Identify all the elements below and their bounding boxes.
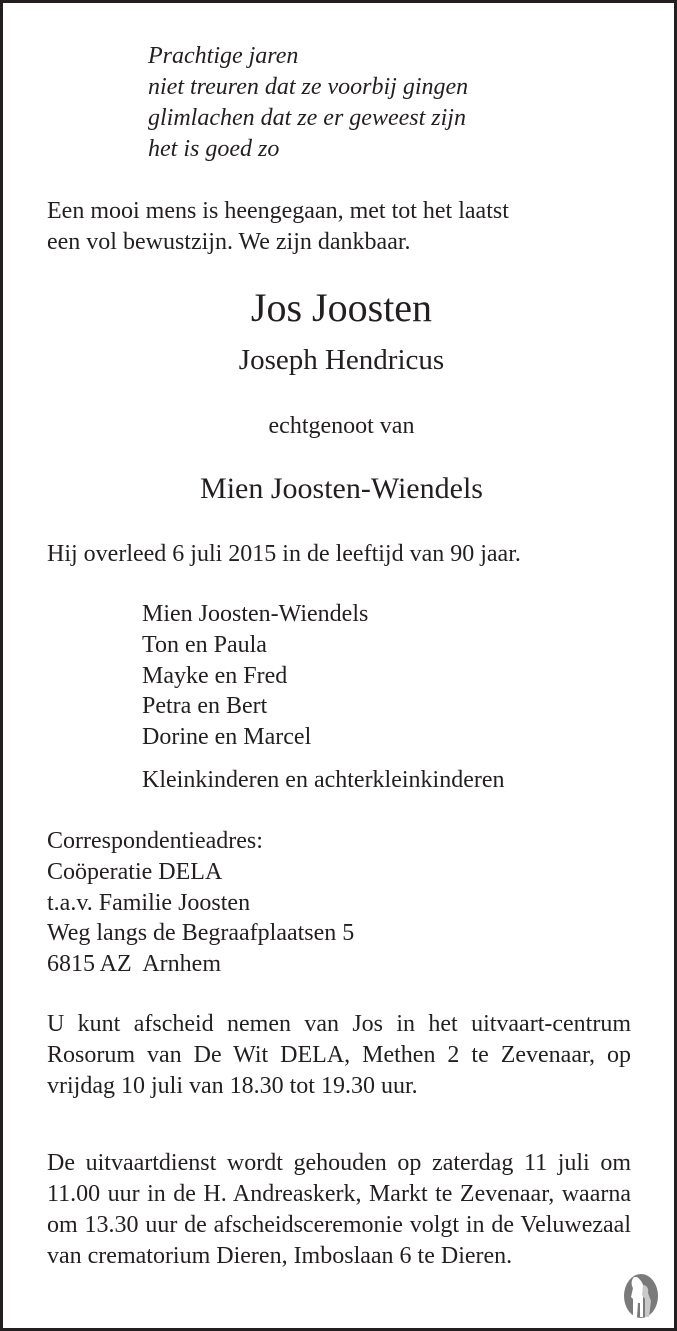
intro-line: een vol bewustzijn. We zijn dankbaar. [47, 229, 411, 255]
grandchildren-line: Kleinkinderen en achterkleinkinderen [142, 767, 505, 793]
poem-line: het is goed zo [148, 136, 280, 162]
spouse-name: Mien Joosten-Wiendels [200, 472, 483, 505]
deceased-name: Jos Joosten [250, 285, 433, 330]
family-member: Mayke en Fred [142, 663, 288, 689]
service-paragraph: De uitvaartdienst wordt gehouden op zaterdag 11 juli om 11.00 uur in de H. Andreaskerk, Markt te Zevenaar, waarna om 13.30 uur de afscheidsceremonie volgt in de Veluwezaal van crematorium Dieren, Imboslaan 6 te Dieren. [47, 1150, 631, 1269]
address-line: Weg langs de Begraafplaatsen 5 [47, 920, 355, 946]
poem-line: niet treuren dat ze voorbij gingen [148, 74, 469, 100]
death-notice: Hij overleed 6 juli 2015 in de leeftijd van 90 jaar. [47, 541, 521, 567]
address-line: 6815 AZ Arnhem [47, 951, 221, 977]
address-line: Coöperatie DELA [47, 859, 223, 885]
family-member: Ton en Paula [142, 632, 267, 658]
family-member: Petra en Bert [142, 693, 268, 719]
deceased-full-name: Joseph Hendricus [238, 344, 445, 376]
address-line: t.a.v. Familie Joosten [47, 890, 251, 916]
relation-label: echtgenoot van [268, 413, 415, 439]
farewell-paragraph: U kunt afscheid nemen van Jos in het uitvaart-centrum Rosorum van De Wit DELA, Methen 2 te Zevenaar, op vrijdag 10 juli van 18.30 tot 19.30 uur. [47, 1011, 631, 1099]
poem-line: glimlachen dat ze er geweest zijn [148, 105, 466, 131]
family-member: Dorine en Marcel [142, 724, 312, 750]
intro-line: Een mooi mens is heengegaan, met tot het laatst [47, 198, 509, 224]
family-member: Mien Joosten-Wiendels [142, 601, 369, 627]
embracing-figures-icon [621, 1271, 661, 1321]
address-label: Correspondentieadres: [47, 828, 263, 854]
poem-line: Prachtige jaren [148, 43, 299, 69]
